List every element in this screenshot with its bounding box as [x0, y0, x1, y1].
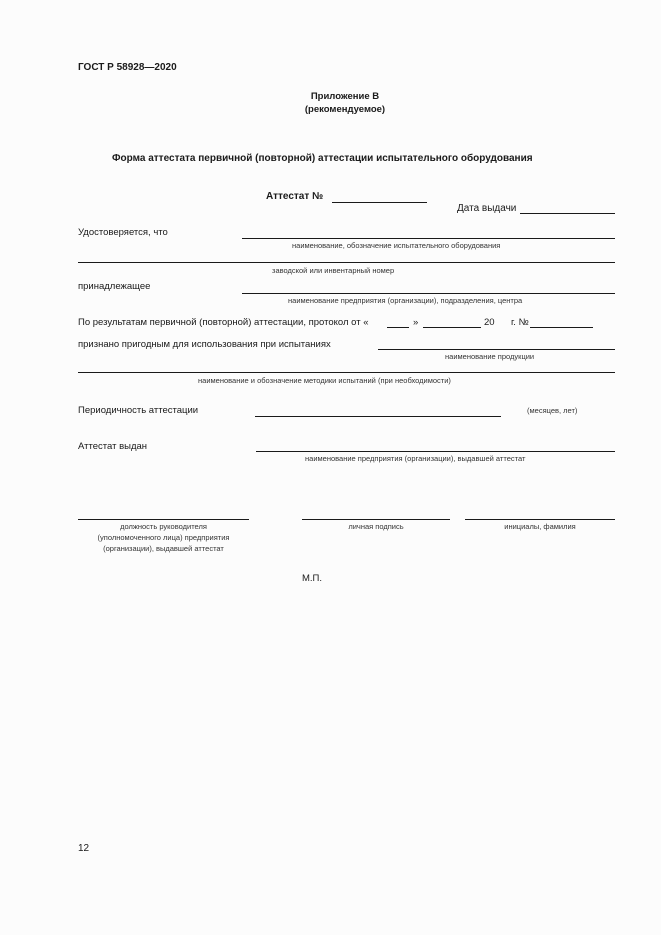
certificate-number-field[interactable] — [332, 202, 427, 203]
protocol-year-prefix: 20 — [484, 317, 495, 328]
position-caption-line3: (организации), выдавшей аттестат — [103, 544, 224, 553]
page-number: 12 — [78, 843, 90, 854]
issued-by-label: Аттестат выдан — [78, 441, 148, 452]
periodicity-unit: (месяцев, лет) — [527, 406, 578, 415]
protocol-month-field[interactable] — [423, 327, 481, 328]
protocol-text: По результатам первичной (повторной) аттестации, протокол от « — [78, 317, 369, 328]
protocol-quote-close: » — [413, 317, 419, 328]
product-name-field[interactable] — [378, 349, 615, 350]
appendix-subtitle: (рекомендуемое) — [304, 104, 386, 115]
protocol-number-label: г. № — [511, 317, 529, 328]
stamp-place: М.П. — [302, 573, 323, 584]
owner-organization-field[interactable] — [242, 293, 615, 294]
equipment-name-caption: наименование, обозначение испытательного оборудования — [292, 241, 501, 250]
initials-surname-field[interactable] — [465, 519, 615, 520]
owner-organization-caption: наименование предприятия (организации), подразделения, центра — [288, 296, 523, 305]
position-signature-field[interactable] — [78, 519, 249, 520]
issue-date-label: Дата выдачи — [457, 203, 517, 214]
position-caption-line1: должность руководителя — [120, 522, 207, 531]
periodicity-field[interactable] — [255, 416, 501, 417]
issuing-organization-field[interactable] — [256, 451, 615, 452]
initials-surname-caption: инициалы, фамилия — [504, 522, 576, 531]
form-title: Форма аттестата первичной (повторной) аттестации испытательного оборудования — [112, 153, 533, 164]
protocol-number-field[interactable] — [530, 327, 593, 328]
position-caption-line2: (уполномоченного лица) предприятия — [97, 533, 230, 542]
test-method-caption: наименование и обозначение методики испытаний (при необходимости) — [198, 376, 451, 385]
equipment-name-field[interactable] — [242, 238, 615, 239]
product-name-caption: наименование продукции — [445, 352, 535, 361]
periodicity-label: Периодичность аттестации — [78, 405, 199, 416]
standard-number: ГОСТ Р 58928—2020 — [78, 62, 177, 73]
personal-signature-field[interactable] — [302, 519, 450, 520]
issue-date-field[interactable] — [520, 213, 615, 214]
serial-number-caption: заводской или инвентарный номер — [272, 266, 395, 275]
test-method-field[interactable] — [78, 372, 615, 373]
issuing-organization-caption: наименование предприятия (организации), выдавшей аттестат — [305, 454, 526, 463]
suitable-label: признано пригодным для использования при испытаниях — [78, 339, 331, 350]
protocol-day-field[interactable] — [387, 327, 409, 328]
appendix-title: Приложение В — [310, 91, 380, 102]
belongs-label: принадлежащее — [78, 281, 151, 292]
certificate-number-label: Аттестат № — [266, 191, 324, 202]
serial-number-field[interactable] — [78, 262, 615, 263]
personal-signature-caption: личная подпись — [348, 522, 404, 531]
certifies-label: Удостоверяется, что — [78, 227, 168, 238]
